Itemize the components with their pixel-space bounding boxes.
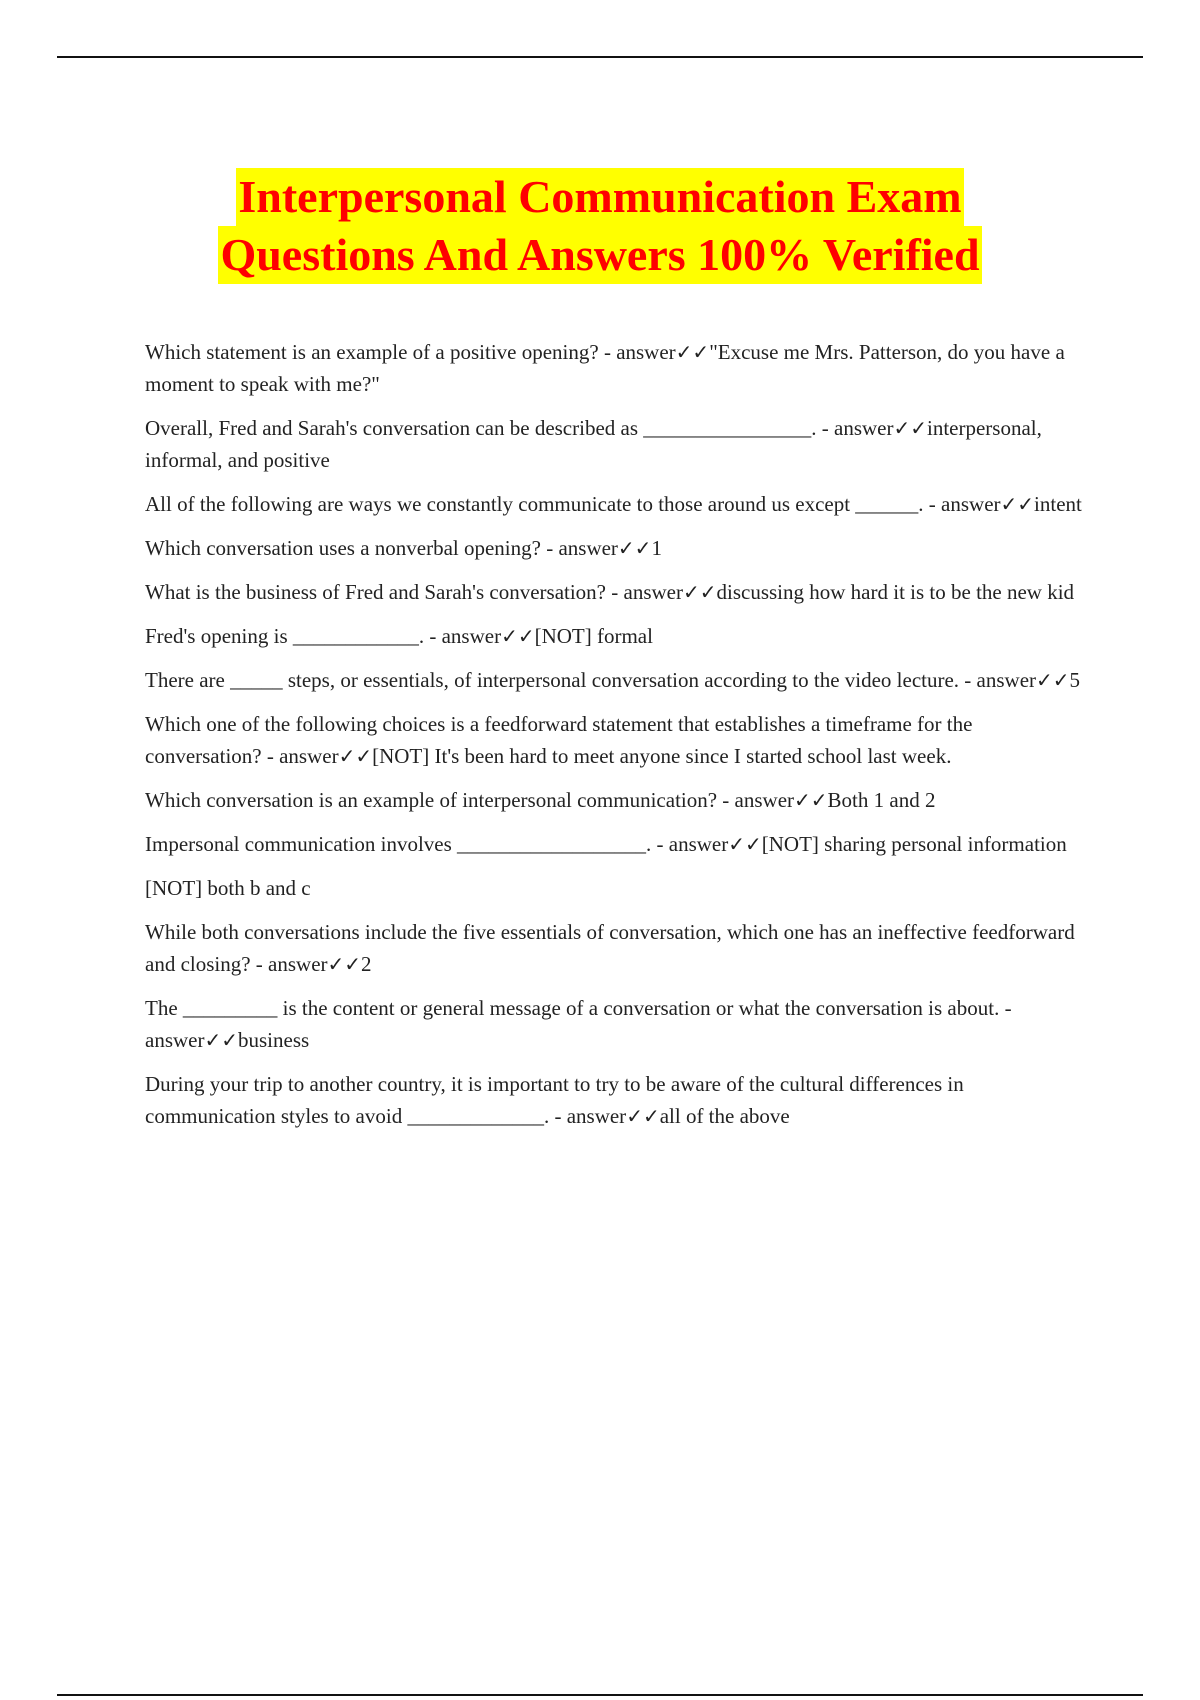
answer-text: Both 1 and 2 — [827, 788, 936, 812]
qa-item — [145, 1068, 1085, 1132]
bottom-rule — [57, 1694, 1143, 1696]
question-text: While both conversations include the five essentials of conversation, which one has an ineffective feedforward and closing? - answer — [145, 920, 1075, 976]
check-mark-icon: ✓✓ — [617, 536, 652, 560]
answer-text: interpersonal, informal, and positive — [145, 416, 1042, 472]
qa-item — [145, 488, 1085, 520]
check-mark-icon: ✓✓ — [626, 1104, 660, 1128]
question-text: Which conversation is an example of interpersonal communication? - answer — [145, 788, 795, 812]
qa-item — [145, 412, 1085, 476]
check-mark-icon: ✓✓ — [1036, 668, 1070, 692]
document-title — [0, 168, 1200, 284]
qa-item — [145, 828, 1085, 860]
qa-item — [145, 664, 1085, 696]
question-text: Which conversation uses a nonverbal opening? - answer — [145, 536, 618, 560]
answer-text: intent — [1034, 492, 1082, 516]
check-mark-icon: ✓✓ — [1000, 492, 1035, 516]
qa-item — [145, 576, 1085, 608]
qa-item — [145, 872, 1085, 904]
question-text: What is the business of Fred and Sarah's conversation? - answer — [145, 580, 683, 604]
question-text: Fred's opening is ____________. - answer — [145, 624, 502, 648]
check-mark-icon: ✓✓ — [675, 340, 710, 364]
qa-item — [145, 992, 1085, 1056]
check-mark-icon: ✓✓ — [204, 1028, 238, 1052]
question-answer-list — [145, 336, 1085, 1144]
check-mark-icon: ✓✓ — [327, 952, 362, 976]
check-mark-icon: ✓✓ — [794, 788, 828, 812]
question-text: Impersonal communication involves __________________. - answer — [145, 832, 729, 856]
answer-text: "Excuse me Mrs. Patterson, do you have a moment to speak with me?" — [145, 340, 1065, 396]
answer-text: 2 — [361, 952, 372, 976]
qa-item — [145, 532, 1085, 564]
question-text: All of the following are ways we constantly communicate to those around us except ______. - answer — [145, 492, 1001, 516]
answer-text: [NOT] formal — [534, 624, 653, 648]
title-line-2: Questions And Answers 100% Verified — [218, 226, 981, 284]
question-text: Overall, Fred and Sarah's conversation can be described as ________________. - answer — [145, 416, 894, 440]
qa-item — [145, 336, 1085, 400]
check-mark-icon: ✓✓ — [893, 416, 927, 440]
answer-text: 5 — [1069, 668, 1081, 692]
qa-item — [145, 784, 1085, 816]
check-mark-icon: ✓✓ — [728, 832, 762, 856]
qa-item — [145, 916, 1085, 980]
question-text: Which statement is an example of a positive opening? - answer — [145, 340, 676, 364]
top-rule — [57, 56, 1143, 58]
answer-text: all of the above — [659, 1104, 790, 1128]
answer-text: [NOT] It's been hard to meet anyone since I started school last week. — [372, 744, 952, 768]
title-line-1: Interpersonal Communication Exam — [236, 168, 963, 226]
question-text: There are _____ steps, or essentials, of interpersonal conversation according to the video lecture. - answer — [145, 668, 1037, 692]
answer-text: business — [238, 1028, 310, 1052]
qa-item — [145, 620, 1085, 652]
check-mark-icon: ✓✓ — [501, 624, 535, 648]
question-text: [NOT] both b and c — [145, 876, 311, 900]
answer-text: 1 — [651, 536, 662, 560]
question-text: Which one of the following choices is a feedforward statement that establishes a timeframe for the conversation? - answer — [145, 712, 973, 768]
question-text: During your trip to another country, it is important to try to be aware of the cultural differences in communication styles to avoid _____________. - answer — [145, 1072, 964, 1128]
answer-text: discussing how hard it is to be the new kid — [716, 580, 1075, 604]
answer-text: [NOT] sharing personal information — [761, 832, 1067, 856]
check-mark-icon: ✓✓ — [338, 744, 373, 768]
check-mark-icon: ✓✓ — [682, 580, 717, 604]
question-text: The _________ is the content or general message of a conversation or what the conversation is about. - answer — [145, 996, 1012, 1052]
qa-item — [145, 708, 1085, 772]
